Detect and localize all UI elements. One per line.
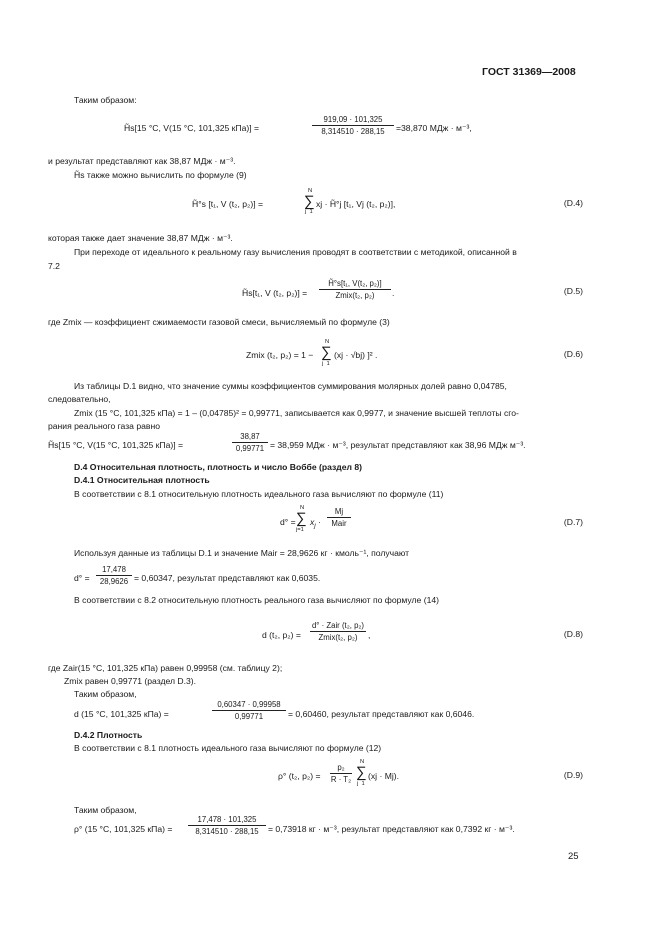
fraction-numerator: 919,09 · 101,325 bbox=[312, 116, 394, 126]
formula-d4-rhs: xj · H̃°j [t₁, Vj (t₂, p₂)], bbox=[316, 199, 396, 209]
text-line: Используя данные из таблицы D.1 и значение Mair = 28,9626 кг · кмоль⁻¹, получают bbox=[74, 548, 410, 558]
formula-fraction bbox=[330, 764, 352, 784]
fraction-denominator: 0,99771 bbox=[235, 443, 265, 453]
formula-fraction bbox=[310, 622, 366, 642]
fraction-numerator: p₂ bbox=[330, 764, 352, 774]
fraction-denominator: 28,9626 bbox=[99, 576, 129, 586]
formula-d9-lhs: ρ° (t₂, p₂) = bbox=[278, 771, 321, 781]
formula-fraction bbox=[312, 116, 394, 136]
fraction-denominator: 8,314510 · 288,15 bbox=[195, 826, 259, 836]
formula-fraction bbox=[212, 701, 286, 721]
text-line: H̃s также можно вычислить по формуле (9) bbox=[74, 170, 247, 180]
fraction-denominator: Zmix(t₂, p₂) bbox=[335, 290, 375, 300]
text-line: Таким образом: bbox=[74, 95, 137, 105]
formula-d6-lhs: Zmix (t₂, p₂) = 1 − bbox=[246, 350, 314, 360]
formula-lhs: d° = bbox=[74, 573, 90, 583]
equation-number: (D.6) bbox=[563, 349, 583, 359]
fraction-denominator: R · T₂ bbox=[330, 774, 352, 784]
formula-result: = 0,73918 кг · м⁻³, результат представляют как 0,7392 кг · м⁻³. bbox=[268, 824, 515, 834]
fraction-numerator: 0,60347 · 0,99958 bbox=[212, 701, 286, 711]
text-line: следовательно, bbox=[48, 394, 111, 404]
formula-d9-rhs: (xj · Mj). bbox=[368, 771, 400, 781]
fraction-numerator: 17,478 · 101,325 bbox=[188, 816, 266, 826]
text-line: Из таблицы D.1 видно, что значение суммы коэффициентов суммирования молярных долей равно 0,04785, bbox=[74, 381, 507, 391]
formula-d4-lhs: H̃°s [t₁, V (t₂, p₂)] = bbox=[192, 199, 264, 209]
text-line: Таким образом, bbox=[74, 689, 137, 699]
formula-d8-lhs: d (t₂, p₂) = bbox=[262, 630, 301, 640]
formula-fraction bbox=[232, 433, 268, 453]
subsection-heading: D.4.1 Относительная плотность bbox=[74, 475, 210, 485]
text-line: где Zmix — коэффициент сжимаемости газовой смеси, вычисляемый по формуле (3) bbox=[48, 317, 390, 327]
formula-fraction bbox=[96, 566, 132, 586]
equation-number: (D.7) bbox=[563, 517, 583, 527]
formula-lhs: H̃s[15 °C, V(15 °C, 101,325 кПа)] = bbox=[48, 440, 184, 450]
equation-number: (D.5) bbox=[563, 286, 583, 296]
formula-lhs: ρ° (15 °C, 101,325 кПа) = bbox=[74, 824, 173, 834]
equation-number: (D.4) bbox=[563, 198, 583, 208]
text-line: В соответствии с 8.1 плотность идеального газа вычисляют по формуле (12) bbox=[74, 743, 382, 753]
page-number: 25 bbox=[568, 851, 579, 862]
fraction-numerator: H̃°s[t₁, V(t₂, p₂)] bbox=[319, 280, 391, 290]
equation-number: (D.9) bbox=[563, 770, 583, 780]
formula-result: = 0,60460, результат представляют как 0,6046. bbox=[288, 709, 475, 719]
fraction-numerator: 17,478 bbox=[96, 566, 132, 576]
text-line: При переходе от идеального к реальному газу вычисления проводят в соответствии с методикой, описанной в bbox=[74, 247, 517, 257]
text-line: где Zair(15 °C, 101,325 кПа) равен 0,99958 (см. таблицу 2); bbox=[48, 663, 283, 673]
formula-result: = 38,959 МДж · м⁻³, результат представляют как 38,96 МДж м⁻³. bbox=[270, 440, 526, 450]
text-line: которая также дает значение 38,87 МДж · м⁻³. bbox=[48, 233, 233, 243]
text-line: В соответствии с 8.2 относительную плотность реального газа вычисляют по формуле (14) bbox=[74, 595, 439, 605]
document-page: ГОСТ 31369—2008 Таким образом: H̃s[15 °C, V(15 °C, 101,325 кПа)] = $\frac{919,09 \cdot 101,325}{8,314510 \cdot 288,15}$ =38,870 МДж · м⁻³, и результат представляют как 38,87 МДж · м⁻³. H̃s также можно вычислить по формуле (9) N ∑ j 1 H̃°s [t₁, V (t₂, p₂)] = xj · H̃°j [t₁, Vj (t₂, p₂)], (D.4) которая также дает значение 38,87 МДж · м⁻³. При переходе от идеального к реальному газу вычисления проводят в соответствии с методикой, описанной в 7.2 H̃s[t₁, V (t₂, p₂)] = H̃°s[t₁, V(t₂, p₂)] Zmix(t₂, p₂) . (D.5) где Zmix — коэффициент сжимаемости газовой смеси, вычисляемый по формуле (3) Zmix (t₂, p₂) = 1 − N ∑ j 1 (xj · √bj) ]² . (D.6) Из таблицы D.1 видно, что значение суммы коэффициентов суммирования молярных долей равно 0,04785, следовательно, Zmix (15 °C, 101,325 кПа) = 1 – (0,04785)² = 0,99771, записывается как 0,9977, и значение высшей теплоты сго- рания реального газа равно H̃s[15 °C, V(15 °C, 101,325 кПа)] = $\frac{38,87}{0,99771}$ = 38,959 МДж · м⁻³, результат представляют как 38,96 МДж м⁻³. D.4 Относительная плотность, плотность и число Воббе (раздел 8) D.4.1 Относительная плотность В соответствии с 8.1 относительную плотность идеального газа вычисляют по формуле (11) d° = N ∑ j=1 $x_j$ · Mj Mair (D.7) Используя данные из таблицы D.1 и значение Mair = 28,9626 кг · кмоль⁻¹, получают d° = $\frac{17,478}{28,9626}$ = 0,60347, результат представляют как 0,6035. В соответствии с 8.2 относительную плотность реального газа вычисляют по формуле (14) d (t₂, p₂) = d° · Zair (t₂, p₂) Zmix(t₂, p₂) , (D.8) где Zair(15 °C, 101,325 кПа) равен 0,99958 (см. таблицу 2); Zmix равен 0,99771 (раздел D.3). Таким образом, d (15 °C, 101,325 кПа) = $\frac{0,60347 \cdot 0,99958}{0,99771}$ = 0,60460, результат представляют как 0,6046. D.4.2 Плотность В соответствии с 8.1 плотность идеального газа вычисляют по формуле (12) ρ° (t₂, p₂) = $\frac{\text{p₂}}{\text{R · T₂}}$ N ∑ j 1 (xj · Mj). (D.9) Таким образом, ρ° (15 °C, 101,325 кПа) = $\frac{17,478 \cdot 101,325}{8,314510 \cdot 288,15}$ = 0,73918 кг · м⁻³, результат представляют как 0,7392 кг · м⁻³. 25 bbox=[0, 0, 661, 936]
formula-result: = 0,60347, результат представляют как 0,6035. bbox=[134, 573, 321, 583]
fraction-denominator: 8,314510 · 288,15 bbox=[321, 126, 385, 136]
section-heading: D.4 Относительная плотность, плотность и число Воббе (раздел 8) bbox=[74, 462, 362, 472]
text-line: 7.2 bbox=[48, 261, 60, 271]
text-line: В соответствии с 8.1 относительную плотность идеального газа вычисляют по формуле (11) bbox=[74, 489, 444, 499]
fraction-denominator: Zmix(t₂, p₂) bbox=[318, 632, 358, 642]
text-line: и результат представляют как 38,87 МДж · м⁻³. bbox=[48, 156, 236, 166]
formula-d6-rhs: (xj · √bj) ]² . bbox=[334, 350, 378, 360]
formula-lhs: d (15 °C, 101,325 кПа) = bbox=[74, 709, 169, 719]
fraction-denominator: Mair bbox=[331, 518, 347, 528]
formula-result: =38,870 МДж · м⁻³, bbox=[396, 123, 472, 133]
formula-fraction bbox=[188, 816, 266, 836]
subsection-heading: D.4.2 Плотность bbox=[74, 730, 143, 740]
formula-d5-lhs: H̃s[t₁, V (t₂, p₂)] = bbox=[242, 288, 308, 298]
equation-number: (D.8) bbox=[563, 629, 583, 639]
formula-lhs: H̃s[15 °C, V(15 °C, 101,325 кПа)] = bbox=[124, 123, 260, 133]
formula-fraction bbox=[327, 508, 351, 528]
fraction-numerator: d° · Zair (t₂, p₂) bbox=[311, 621, 365, 630]
fraction-denominator: 0,99771 bbox=[234, 711, 264, 721]
formula-fraction bbox=[319, 280, 391, 300]
fraction-numerator: 38,87 bbox=[232, 433, 268, 443]
fraction-numerator: Mj bbox=[327, 508, 351, 518]
text-line: Zmix (15 °C, 101,325 кПа) = 1 – (0,04785)² = 0,99771, записывается как 0,9977, и значение высшей теплоты сго- bbox=[74, 408, 519, 418]
text-line: Таким образом, bbox=[74, 805, 137, 815]
text-line: рания реального газа равно bbox=[48, 421, 160, 431]
page-header: ГОСТ 31369—2008 bbox=[482, 66, 576, 78]
text-line: Zmix равен 0,99771 (раздел D.3). bbox=[64, 676, 197, 686]
formula-d7-lhs: d° = bbox=[280, 517, 296, 527]
